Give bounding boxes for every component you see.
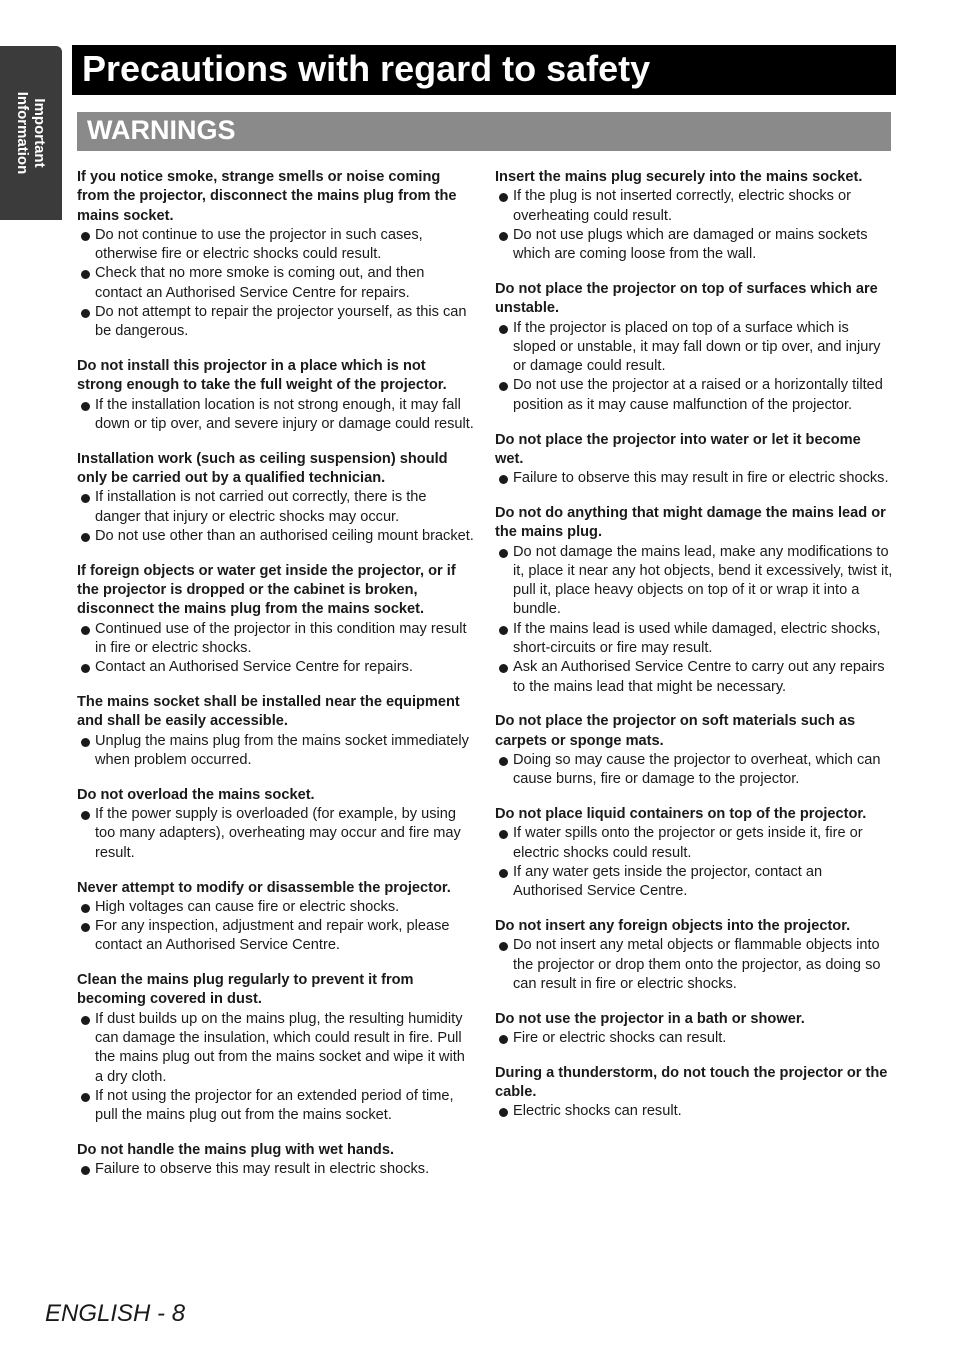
bullet-item: High voltages can cause fire or electric shocks. bbox=[77, 898, 475, 917]
bullet-list bbox=[495, 319, 893, 415]
warning-section bbox=[495, 917, 893, 994]
bullet-list bbox=[495, 1029, 893, 1048]
bullet-item: Do not continue to use the projector in such cases, otherwise fire or electric shocks could result. bbox=[77, 226, 475, 265]
bullet-item: Do not insert any metal objects or flammable objects into the projector or drop them onto the projector, as doing so can result in fire or electric shocks. bbox=[495, 936, 893, 994]
bullet-item: Failure to observe this may result in fire or electric shocks. bbox=[495, 469, 893, 488]
bullet-list bbox=[77, 898, 475, 956]
warning-section bbox=[77, 168, 475, 342]
bullet-list bbox=[77, 396, 475, 435]
warning-section bbox=[77, 879, 475, 956]
right-column bbox=[495, 168, 893, 1137]
bullet-item: If the installation location is not strong enough, it may fall down or tip over, and severe injury or damage could result. bbox=[77, 396, 475, 435]
warning-section bbox=[495, 504, 893, 697]
warning-section bbox=[77, 450, 475, 546]
bullet-item: Unplug the mains plug from the mains socket immediately when problem occurred. bbox=[77, 732, 475, 771]
bullet-item: Continued use of the projector in this condition may result in fire or electric shocks. bbox=[77, 620, 475, 659]
title-bar bbox=[72, 45, 896, 95]
bullet-item: Check that no more smoke is coming out, and then contact an Authorised Service Centre for repairs. bbox=[77, 264, 475, 303]
bullet-item: For any inspection, adjustment and repair work, please contact an Authorised Service Centre. bbox=[77, 917, 475, 956]
bullet-item: Failure to observe this may result in electric shocks. bbox=[77, 1160, 475, 1179]
bullet-list bbox=[77, 226, 475, 342]
bullet-list bbox=[495, 187, 893, 264]
bullet-item: Do not damage the mains lead, make any modifications to it, place it near any hot objects, bend it excessively, twist it, pull it, place heavy objects on top of it or wrap it into a bundle. bbox=[495, 543, 893, 620]
bullet-list bbox=[77, 732, 475, 771]
section-tab-line2: Information bbox=[14, 91, 31, 175]
warning-heading: Insert the mains plug securely into the mains socket. bbox=[495, 169, 863, 185]
warning-heading: The mains socket shall be installed near the equipment and shall be easily accessible. bbox=[77, 694, 460, 730]
bullet-item: Electric shocks can result. bbox=[495, 1102, 893, 1121]
bullet-item: If the mains lead is used while damaged, electric shocks, short-circuits or fire may result. bbox=[495, 620, 893, 659]
warning-section bbox=[495, 805, 893, 901]
bullet-item: If dust builds up on the mains plug, the resulting humidity can damage the insulation, which could result in fire. Pull the mains plug out from the mains socket and wipe it with a dry cloth. bbox=[77, 1010, 475, 1087]
left-column bbox=[77, 168, 475, 1195]
warning-heading: Do not do anything that might damage the mains lead or the mains plug. bbox=[495, 504, 886, 541]
warning-section bbox=[77, 357, 475, 434]
bullet-list bbox=[77, 620, 475, 678]
bullet-item: If the power supply is overloaded (for example, by using too many adapters), overheating may occur and fire may result. bbox=[77, 805, 475, 863]
warning-section bbox=[77, 971, 475, 1125]
warning-section bbox=[495, 280, 893, 415]
bullet-list bbox=[495, 751, 893, 790]
warning-section bbox=[495, 431, 893, 489]
bullet-list bbox=[77, 1010, 475, 1126]
page-number: ENGLISH - 8 bbox=[45, 1300, 186, 1327]
bullet-item: Contact an Authorised Service Centre for repairs. bbox=[77, 658, 475, 677]
subtitle-bar bbox=[77, 112, 891, 151]
warning-heading: Do not overload the mains socket. bbox=[77, 786, 315, 803]
warning-section bbox=[77, 1141, 475, 1180]
bullet-list bbox=[495, 824, 893, 901]
bullet-item: Do not attempt to repair the projector yourself, as this can be dangerous. bbox=[77, 303, 475, 342]
section-tab-line1: Important bbox=[31, 98, 48, 168]
warning-section bbox=[77, 786, 475, 863]
bullet-list bbox=[77, 805, 475, 863]
warning-heading: Do not place the projector into water or let it become wet. bbox=[495, 431, 861, 467]
bullet-item: If the projector is placed on top of a surface which is sloped or unstable, it may fall down or tip over, and injury or damage could result. bbox=[495, 319, 893, 377]
section-tab bbox=[0, 46, 62, 220]
bullet-item: Do not use plugs which are damaged or mains sockets which are coming loose from the wall. bbox=[495, 226, 893, 265]
warning-heading: Do not install this projector in a place which is not strong enough to take the full weight of the projector. bbox=[77, 358, 447, 394]
bullet-item: If water spills onto the projector or gets inside it, fire or electric shocks could result. bbox=[495, 824, 893, 863]
warning-heading: Installation work (such as ceiling suspension) should only be carried out by a qualified technician. bbox=[77, 450, 448, 487]
warning-heading: If you notice smoke, strange smells or noise coming from the projector, disconnect the mains plug from the mains socket. bbox=[77, 169, 457, 224]
warning-section bbox=[77, 693, 475, 770]
bullet-item: If the plug is not inserted correctly, electric shocks or overheating could result. bbox=[495, 187, 893, 226]
warning-heading: Do not insert any foreign objects into the projector. bbox=[495, 918, 851, 935]
warning-section bbox=[495, 1064, 893, 1122]
warning-section bbox=[495, 712, 893, 789]
bullet-item: Fire or electric shocks can result. bbox=[495, 1029, 893, 1048]
bullet-item: If installation is not carried out correctly, there is the danger that injury or electric shocks may occur. bbox=[77, 488, 475, 527]
warning-section bbox=[77, 562, 475, 678]
section-title: WARNINGS bbox=[87, 115, 236, 145]
warning-heading: Never attempt to modify or disassemble the projector. bbox=[77, 879, 451, 896]
section-tab-label bbox=[14, 92, 48, 175]
warning-heading: Do not place the projector on top of surfaces which are unstable. bbox=[495, 280, 878, 317]
page-title: Precautions with regard to safety bbox=[82, 48, 651, 89]
bullet-item: Doing so may cause the projector to overheat, which can cause burns, fire or damage to the projector. bbox=[495, 751, 893, 790]
bullet-item: Ask an Authorised Service Centre to carry out any repairs to the mains lead that might be necessary. bbox=[495, 658, 893, 697]
bullet-list bbox=[495, 469, 893, 488]
warning-heading: If foreign objects or water get inside the projector, or if the projector is dropped or the cabinet is broken, disconnect the mains plug from the mains socket. bbox=[77, 562, 456, 618]
bullet-list bbox=[77, 488, 475, 546]
warning-heading: Do not place liquid containers on top of the projector. bbox=[495, 806, 867, 823]
warning-heading: Do not use the projector in a bath or shower. bbox=[495, 1010, 805, 1027]
bullet-item: Do not use other than an authorised ceiling mount bracket. bbox=[77, 527, 475, 546]
warning-heading: Clean the mains plug regularly to prevent it from becoming covered in dust. bbox=[77, 972, 414, 1008]
bullet-list bbox=[495, 543, 893, 697]
warning-section bbox=[495, 1010, 893, 1049]
bullet-item: If any water gets inside the projector, contact an Authorised Service Centre. bbox=[495, 863, 893, 902]
bullet-item: If not using the projector for an extended period of time, pull the mains plug out from the mains socket. bbox=[77, 1087, 475, 1126]
warning-heading: Do not place the projector on soft materials such as carpets or sponge mats. bbox=[495, 713, 856, 749]
bullet-list bbox=[495, 1102, 893, 1121]
bullet-item: Do not use the projector at a raised or a horizontally tilted position as it may cause malfunction of the projector. bbox=[495, 376, 893, 415]
warning-heading: During a thunderstorm, do not touch the projector or the cable. bbox=[495, 1064, 888, 1101]
warning-section bbox=[495, 168, 893, 264]
warning-heading: Do not handle the mains plug with wet hands. bbox=[77, 1142, 395, 1159]
bullet-list bbox=[495, 936, 893, 994]
bullet-list bbox=[77, 1160, 475, 1179]
